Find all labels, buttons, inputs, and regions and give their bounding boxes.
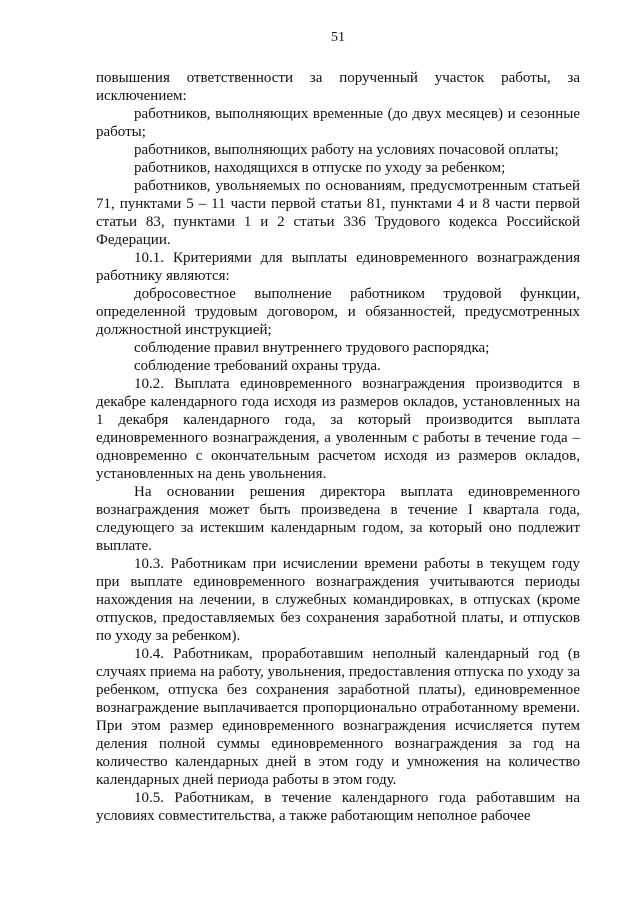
paragraph: повышения ответственности за порученный участок работы, за исключением: [96, 70, 580, 104]
paragraph: работников, увольняемых по основаниям, предусмотренным статьей 71, пунктами 5 – 11 части первой статьи 81, пунктами 4 и 8 части первой статьи 83, пунктами 1 и 2 статьи 336 Трудового кодекса Российской Федерации. [96, 178, 580, 248]
paragraph: 10.4. Работникам, проработавшим неполный календарный год (в случаях приема на работу, увольнения, предоставления отпуска по уходу за ребенком, отпуска без сохранения заработной платы), единовременное вознаграждение выплачивается пропорционально отработанному времени. При этом размер единовременного вознаграждения исчисляется путем деления полной суммы единовременного вознаграждения за год на количество календарных дней в этом году и умножения на количество календарных дней периода работы в этом году. [96, 646, 580, 788]
paragraph: работников, выполняющих работу на условиях почасовой оплаты; [134, 142, 559, 158]
paragraph: На основании решения директора выплата единовременного вознаграждения может быть произведена в течение I квартала года, следующего за истекшим календарным годом, за который оно подлежит выплате. [96, 484, 580, 554]
paragraph: добросовестное выполнение работником трудовой функции, определенной трудовым договором, и обязанностей, предусмотренных должностной инструкцией; [96, 286, 580, 338]
document-body [96, 30, 580, 825]
paragraph: 10.5. Работникам, в течение календарного года работавшим на условиях совместительства, а также работающим неполное рабочее [96, 790, 580, 824]
paragraph: 10.3. Работникам при исчислении времени работы в текущем году при выплате единовременного вознаграждения учитываются периоды нахождения на лечении, в служебных командировках, в отпусках (кроме отпусков, предоставляемых без сохранения заработной платы, и отпусков по уходу за ребенком). [96, 556, 580, 644]
paragraph: 10.1. Критериями для выплаты единовременного вознаграждения работнику являются: [96, 250, 580, 284]
paragraph: соблюдение правил внутреннего трудового распорядка; [134, 340, 490, 356]
page-number: 51 [331, 30, 345, 45]
paragraph: 10.2. Выплата единовременного вознаграждения производится в декабре календарного года исходя из размеров окладов, установленных на 1 декабря календарного года, за который производится выплата единовременного вознаграждения, а уволенным с работы в течение года – одновременно с окончательным расчетом исходя из размеров окладов, установленных на день увольнения. [96, 376, 580, 482]
paragraph: соблюдение требований охраны труда. [134, 358, 381, 374]
paragraph: работников, выполняющих временные (до двух месяцев) и сезонные работы; [96, 106, 580, 140]
paragraph-list [96, 69, 580, 825]
paragraph: работников, находящихся в отпуске по уходу за ребенком; [134, 160, 506, 176]
